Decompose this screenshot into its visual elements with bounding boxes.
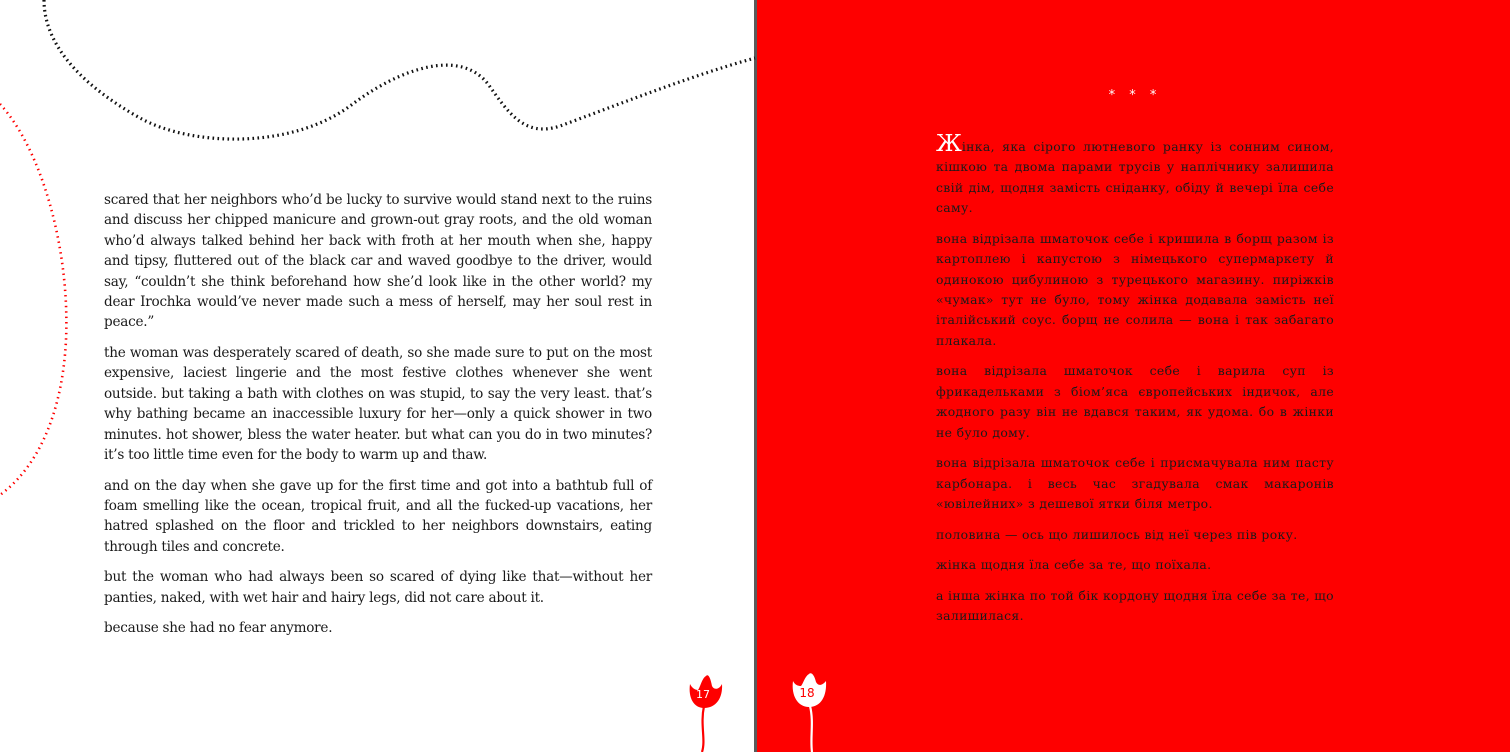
tulip-flower-icon <box>690 675 722 752</box>
red-dashed-arc <box>0 104 66 495</box>
first-paragraph-text: інка, яка сірого лютневого ранку із сонним сином, кішкою та двома парами трусів у наплічнику залишила свій дім, щодня замість сніданку, обіду й вечері їла себе саму. <box>936 139 1334 216</box>
dotted-thread-line <box>44 0 755 139</box>
body-paragraph: вона відрізала шматочок себе і варила суп із фрикадельками з біом’яса європейських індичок, але жодного разу він не вдався таким, як удома. бо в жінки не було дому. <box>936 363 1334 440</box>
drop-cap: Ж <box>936 131 962 157</box>
body-paragraph: половина — ось що лишилось від неї через пів року. <box>936 526 1298 542</box>
body-paragraph: scared that her neighbors who’d be lucky to survive would stand next to the ruins and discuss her chipped manicure and grown-out gray roots, and the old woman who’d always talked behind her back with froth at her mouth when she, happy and tipsy, fluttered out of the black car and waved goodbye to the driver, would say, “couldn’t she think beforehand how she’d look like in the other world? my dear Irochka would’ve never made such a mess of herself, may her soul rest in peace.” <box>104 192 652 331</box>
page-number: 17 <box>696 688 710 701</box>
page-number: 18 <box>799 686 815 700</box>
right-page-body-text <box>936 131 1334 637</box>
body-paragraph: вона відрізала шматочок себе і кришила в борщ разом із картоплею і капустою з німецького супермаркету й одинокою цибулиною з турецького магазину. пиріжків «чумак» тут не було, тому жінка додавала замість неї італійський соус. борщ не солила — вона і так забагато плакала. <box>936 230 1334 348</box>
body-paragraph: вона відрізала шматочок себе і присмачувала ним пасту карбонара. і весь час згадувала смак макаронів «ювілейних» з дешевої ятки біля метро. <box>936 455 1334 512</box>
body-paragraph: the woman was desperately scared of death, so she made sure to put on the most expensive, laciest lingerie and the most festive clothes whenever she went outside. but taking a bath with clothes on was stupid, to say the very least. that’s why bathing became an inaccessible luxury for her—only a quick shower in two minutes. hot shower, bless the water heater. but what can you do in two minutes? it’s too little time even for the body to warm up and thaw. <box>104 345 652 464</box>
left-page-body-text <box>104 190 652 649</box>
body-paragraph: but the woman who had always been so scared of dying like that—without her panties, naked, with wet hair and hairy legs, did not care about it. <box>104 569 652 606</box>
body-paragraph: because she had no fear anymore. <box>104 620 333 637</box>
body-paragraph: and on the day when she gave up for the first time and got into a bathtub full of foam smelling like the ocean, tropical fruit, and all the fucked-up vacations, her hatred splashed on the floor and trickled to her neighbors downstairs, eating through tiles and concrete. <box>104 477 652 555</box>
section-break-asterisks: * * * <box>1108 88 1162 103</box>
body-paragraph: жінка щодня їла себе за те, що поїхала. <box>936 557 1212 573</box>
first-paragraph <box>936 131 1334 219</box>
body-paragraph: а інша жінка по той бік кордону щодня їла себе за те, що залишилася. <box>936 587 1334 624</box>
